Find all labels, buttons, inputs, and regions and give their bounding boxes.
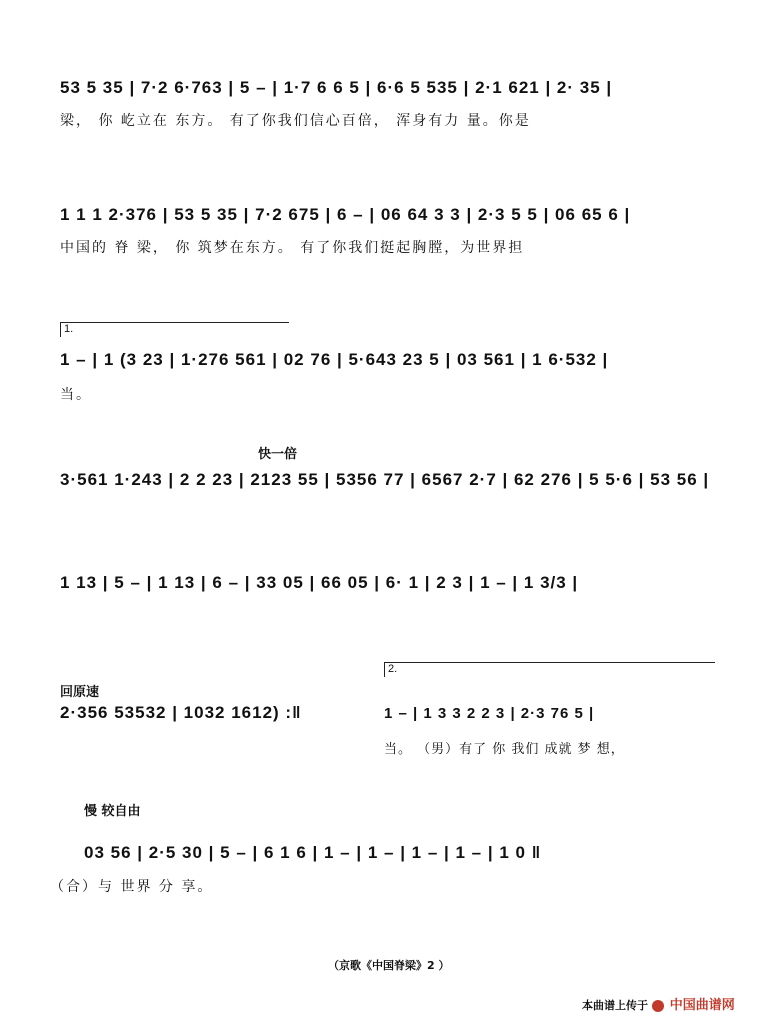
score-line-2-notes: 1 1 1 2·376 | 53 5 35 | 7·2 675 | 6 – | 06 64 3 3 | 2·3 5 5 | 06 65 6 | (60, 205, 631, 224)
score-line-2-lyrics: 中国的 脊 梁， 你 筑梦在东方。 有了你我们挺起胸膛，为世界担 (60, 240, 525, 256)
volta-1-bracket (60, 322, 289, 337)
score-line-8-lyrics: （合）与 世界 分 享。 (50, 879, 214, 895)
volta-1-label: 1. (64, 323, 74, 335)
score-line-5-notes: 1 13 | 5 – | 1 13 | 6 – | 33 05 | 66 05 | 6· 1 | 2 3 | 1 – | 1 3/3 | (60, 573, 579, 592)
tempo-mark-original: 回原速 (60, 685, 100, 700)
page-caption: （京歌《中国脊梁》2 ） (328, 959, 450, 972)
score-line-7-notes: 1 – | 1 3 3 2 2 3 | 2·3 76 5 | (384, 705, 595, 722)
score-line-3-lyrics: 当。 (60, 387, 92, 403)
tempo-mark-double: 快一倍 (258, 447, 298, 462)
watermark-prefix: 本曲谱上传于 (582, 999, 648, 1012)
volta-2-bracket (384, 662, 715, 677)
score-line-7-lyrics: 当。 （男）有了 你 我们 成就 梦 想， (384, 742, 625, 757)
score-line-4-notes: 3·561 1·243 | 2 2 23 | 2123 55 | 5356 77 | 6567 2·7 | 62 276 | 5 5·6 | 53 56 | (60, 470, 710, 489)
watermark (582, 994, 735, 1013)
watermark-brand: 中国曲谱网 (669, 998, 735, 1013)
site-logo-icon (652, 1000, 664, 1012)
score-line-1-lyrics: 梁， 你 屹立在 东方。 有了你我们信心百倍， 浑身有力 量。你是 (60, 113, 531, 129)
score-line-6-notes: 2·356 53532 | 1032 1612) :‖ (60, 703, 302, 722)
tempo-mark-slow: 慢 较自由 (84, 804, 141, 819)
volta-2-label: 2. (388, 663, 398, 675)
score-line-3-notes: 1 – | 1 (3 23 | 1·276 561 | 02 76 | 5·643 23 5 | 03 561 | 1 6·532 | (60, 350, 609, 369)
score-line-1-notes: 53 5 35 | 7·2 6·763 | 5 – | 1·7 6 6 5 | 6·6 5 535 | 2·1 621 | 2· 35 | (60, 78, 613, 97)
score-line-8-notes: 03 56 | 2·5 30 | 5 – | 6 1 6 | 1 – | 1 – | 1 – | 1 – | 1 0 ‖ (84, 843, 542, 862)
